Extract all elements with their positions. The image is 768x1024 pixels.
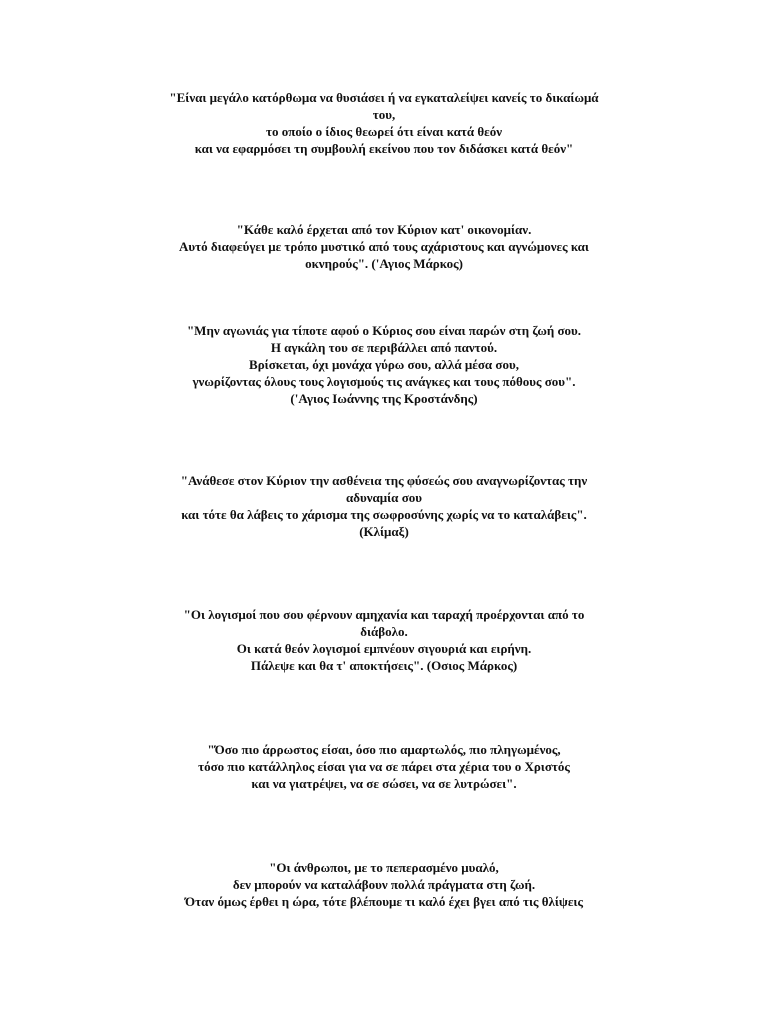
quote-block xyxy=(0,322,768,407)
quote-line: τόσο πιο κατάλληλος είσαι για να σε πάρει στα χέρια του ο Χριστός xyxy=(198,759,570,774)
quote-attribution: ('Αγιος Ιωάννης της Κροστάνδης) xyxy=(290,391,478,406)
quote-block xyxy=(0,606,768,674)
quote-block xyxy=(0,741,768,792)
quote-line: "Είναι μεγάλο κατόρθωμα να θυσιάσει ή να εγκαταλείψει κανείς το δικαίωμά xyxy=(169,90,599,105)
quote-block xyxy=(0,472,768,540)
quote-line: και να εφαρμόσει τη συμβουλή εκείνου που τον διδάσκει κατά θεόν" xyxy=(194,141,574,156)
quote-line: Αυτό διαφεύγει με τρόπο μυστικό από τους αχάριστους και αγνώμονες και xyxy=(179,239,589,254)
quote-block xyxy=(0,221,768,272)
quote-line: και να γιατρέψει, να σε σώσει, να σε λυτρώσει". xyxy=(251,776,517,791)
quote-line: Πάλεψε και θα τ' αποκτήσεις". (Οσιος Μάρκος) xyxy=(250,658,518,673)
quote-line: οκνηρούς". ('Αγιος Μάρκος) xyxy=(305,256,463,271)
quote-line: του, xyxy=(372,107,396,122)
quote-line: γνωρίζοντας όλους τους λογισμούς τις ανάγκες και τους πόθους σου". xyxy=(192,374,576,389)
quote-line: αδυναμία σου xyxy=(345,490,423,505)
quote-line: "Όσο πιο άρρωστος είσαι, όσο πιο αμαρτωλός, πιο πληγωμένος, xyxy=(207,742,561,757)
quote-block xyxy=(0,89,768,157)
quote-line: Η αγκάλη του σε περιβάλλει από παντού. xyxy=(270,340,498,355)
quote-line: το οποίο ο ίδιος θεωρεί ότι είναι κατά θεόν xyxy=(265,124,503,139)
quote-line: "Κάθε καλό έρχεται από τον Κύριον κατ' οικονομίαν. xyxy=(236,222,532,237)
quote-line: Οι κατά θεόν λογισμοί εμπνέουν σιγουριά και ειρήνη. xyxy=(236,641,532,656)
quote-line: δεν μπορούν να καταλάβουν πολλά πράγματα στη ζωή. xyxy=(232,877,536,892)
quote-line: Βρίσκεται, όχι μονάχα γύρω σου, αλλά μέσα σου, xyxy=(249,357,519,372)
quote-attribution: (Κλίμαξ) xyxy=(359,524,409,539)
quote-line: "Μην αγωνιάς για τίποτε αφού ο Κύριος σου είναι παρών στη ζωή σου. xyxy=(186,323,582,338)
quote-block xyxy=(0,859,768,910)
quote-line: "Οι άνθρωποι, με το πεπερασμένο μυαλό, xyxy=(269,860,499,875)
quote-line: "Οι λογισμοί που σου φέρνουν αμηχανία και ταραχή προέρχονται από το xyxy=(183,607,585,622)
quote-line: και τότε θα λάβεις το χάρισμα της σωφροσύνης χωρίς να το καταλάβεις". xyxy=(181,507,587,522)
quote-line: "Ανάθεσε στον Κύριον την ασθένεια της φύσεώς σου αναγνωρίζοντας την xyxy=(180,473,588,488)
quote-line: διάβολο. xyxy=(360,624,408,639)
quote-line: Όταν όμως έρθει η ώρα, τότε βλέπουμε τι καλό έχει βγει από τις θλίψεις xyxy=(185,894,583,909)
